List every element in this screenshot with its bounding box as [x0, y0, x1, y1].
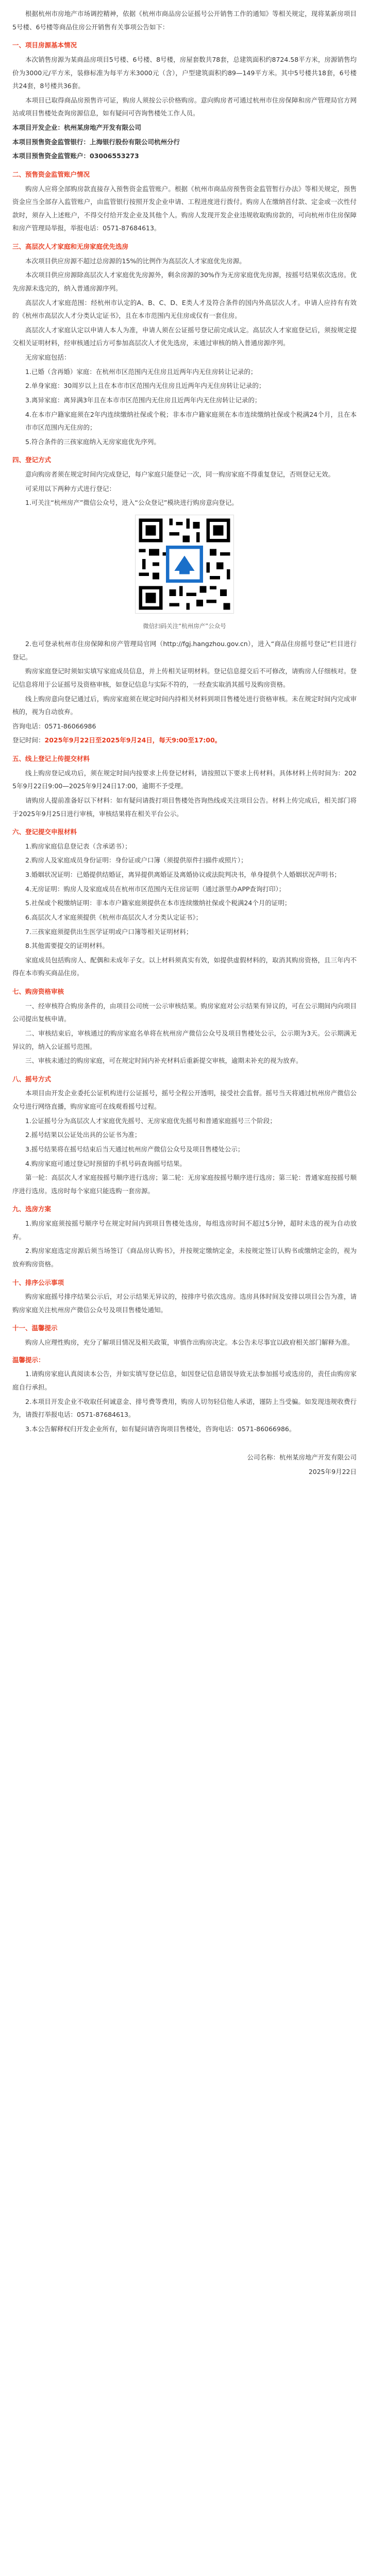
registration-way-2: 2.也可登录杭州市住房保障和房产管理局官网（http://fgj.hangzhou.gov.cn），进入“商品住房摇号登记”栏目进行登记。 — [12, 640, 357, 661]
section-11-paragraph-1: 购房人应理性购房，充分了解项目情况及相关政策，审慎作出购房决定。本公告未尽事宜以政府相关部门解释为准。 — [25, 1338, 354, 1347]
contact-phone[interactable]: 0571-86066986 — [44, 722, 96, 730]
section-3-item: 3.离异家庭：离异满3年且在本市市区范围内无住房且近两年内无住房转让记录的； — [25, 396, 261, 404]
notice-paragraph-1: 1.请购房家庭认真阅读本公告，并如实填写登记信息，如因登记信息错误导致无法参加摇号或选房的，责任由购房家庭自行承担。 — [12, 1370, 357, 1391]
section-1-paragraph-2: 本项目已取得商品房预售许可证，购房人须按公示价格购房。意向购房者可通过杭州市住房保障和房产管理局官方网站或项目售楼处查询房源信息，如有疑问可咨询售楼处工作人员。 — [12, 96, 357, 117]
qr-code-icon[interactable] — [135, 515, 234, 614]
section-3-item: 2.单身家庭：30周岁以上且在本市市区范围内无住房且近两年内无住房转让记录的； — [25, 382, 265, 390]
section-3-item: 4.在本市户籍家庭须在2年内连续缴纳社保或个税；非本市户籍家庭须在本市连续缴纳社保或个税满24个月，且在本市市区范围内无住房的； — [25, 410, 357, 432]
footer-company: 公司名称：杭州某房地产开发有限公司 — [247, 1453, 357, 1462]
section-5-paragraph-1: 线上购房登记成功后，须在规定时间内按要求上传登记材料，请按照以下要求上传材料。具体材料上传时间为：2025年9月22日9:00—2025年9月24日17:00，逾期不予受理。 — [12, 769, 357, 790]
registration-time-value: 2025年9月22日至2025年9月24日，每天9:00至17:00。 — [44, 736, 222, 744]
section-7-paragraph-3: 三、审核未通过的购房家庭，可在规定时间内补充材料后重新提交审核，逾期未补充的视为放弃。 — [25, 1057, 303, 1065]
section-7-paragraph-2: 二、审核结束后，审核通过的购房家庭名单将在杭州房产微信公众号及项目售楼处公示，公示期为3天。公示期满无异议的，纳入公证摇号范围。 — [12, 1029, 357, 1050]
section-9-paragraph-1: 1.购房家庭须按摇号顺序号在规定时间内到项目售楼处选房，每组选房时间不超过5分钟，超时未选的视为自动放弃。 — [12, 1219, 357, 1241]
section-8-title: 八、摇号方式 — [12, 1075, 52, 1083]
section-8-item: 1.公证摇号分为高层次人才家庭优先摇号、无房家庭优先摇号和普通家庭摇号三个阶段； — [25, 1116, 276, 1125]
section-6-item: 3.婚姻状况证明：已婚提供结婚证，离异提供离婚证及离婚协议或法院判决书，单身提供个人婚姻状况声明书； — [25, 871, 341, 879]
section-3-paragraph-4: 高层次人才家庭认定以申请人本人为准，申请人须在公证摇号登记前完成认定。高层次人才家庭登记后，须按规定提交相关证明材料，经审核通过后方可参加高层次人才优先选房，未通过审核的纳入普通房源序列。 — [12, 326, 357, 347]
company-line-3: 本项目预售资金监管账户：03006553273 — [12, 152, 139, 160]
qr-code-container — [12, 515, 357, 618]
section-5-paragraph-2: 请购房人提前准备好以下材料：如有疑问请拨打项目售楼处咨询热线或关注项目公告。材料上传完成后，相关部门将于2025年9月25日进行审核，审核结果将在相关平台公示。 — [12, 796, 357, 818]
section-3-item: 1.已婚（含再婚）家庭：在杭州市区范围内无住房且近两年内无住房转让记录的； — [25, 367, 257, 376]
notice-paragraph-2: 2.本项目开发企业不收取任何诚意金、排号费等费用，购房人切勿轻信他人承诺，谨防上当受骗。如发现违规收费行为，请拨打举报电话：0571-87684613。 — [12, 1397, 357, 1419]
section-6-item: 1.购房家庭信息登记表（含承诺书）； — [25, 842, 131, 850]
section-2-title: 二、预售资金监管账户情况 — [12, 170, 90, 178]
section-5-title: 五、线上登记上传提交材料 — [12, 755, 90, 763]
notice-title: 温馨提示： — [12, 1355, 45, 1364]
section-8-paragraph-1: 本项目由开发企业委托公证机构进行公证摇号，摇号全程公开透明，接受社会监督。摇号当天将通过杭州房产微信公众号进行网络直播，购房家庭可在线观看摇号过程。 — [12, 1089, 357, 1111]
qr-code-caption: 微信扫码关注“杭州房产”公众号 — [143, 622, 226, 630]
section-6-paragraph-1: 家庭成员包括购房人、配偶和未成年子女。以上材料须真实有效，如提供虚假材料的，取消其购房资格，且三年内不得在本市购买商品住房。 — [12, 956, 357, 977]
company-line-2: 本项目预售资金监管银行：上海银行股份有限公司杭州分行 — [12, 138, 180, 146]
section-3-title: 三、高层次人才家庭和无房家庭优先选房 — [12, 243, 129, 250]
registration-way-1: 1.可关注“杭州房产”微信公众号，进入“公众登记”模块进行购房意向登记。 — [25, 499, 238, 507]
section-8-item: 4.购房家庭可通过登记时预留的手机号码查询摇号结果。 — [25, 1159, 186, 1167]
section-11-title: 十一、温馨提示 — [12, 1324, 58, 1332]
section-9-title: 九、选房方案 — [12, 1205, 52, 1213]
section-6-item: 8.其他需要提交的证明材料。 — [25, 942, 109, 950]
notice-paragraph-3: 3.本公告解释权归开发企业所有，如有疑问请咨询项目售楼处，咨询电话：0571-86066986。 — [25, 1425, 296, 1433]
section-4-paragraph-3: 购房家庭登记时须如实填写家庭成员信息，并上传相关证明材料。登记信息提交后不可修改，请购房人仔细核对。登记信息将用于公证摇号及资格审核，如登记信息与实际不符的，一经查实取消其摇号及购房资格。 — [12, 667, 357, 688]
section-10-paragraph-1: 购房家庭摇号排序结果公示后，对公示结果无异议的，按排序号依次选房。选房具体时间及安排以项目公告为准，请购房家庭关注杭州房产微信公众号及项目售楼处通知。 — [12, 1293, 357, 1314]
section-2-paragraph-1: 购房人应将全部购房款直接存入预售资金监管账户。根据《杭州市商品房预售资金监管暂行办法》等相关规定，预售资金应当全部存入监管账户，由监管银行按照开发企业申请、工程进度进行拨付。购房人在缴纳首付款、定金或一次性付款时，须存入上述账户，不得交付给开发企业及其他个人。购房人发现开发企业违规收取购房款的，可向杭州市住房保障和房产管理局举报，举报电话：0571-87684613。 — [12, 184, 357, 232]
section-9-paragraph-2: 2.购房家庭选定房源后须当场签订《商品房认购书》，并按规定缴纳定金，未按规定签订认购书或缴纳定金的，视为放弃购房资格。 — [12, 1247, 357, 1268]
section-4-paragraph-1: 意向购房者须在规定时间内完成登记，每户家庭只能登记一次，同一购房家庭不得重复登记，否则登记无效。 — [25, 470, 335, 478]
section-1-title: 一、项目房源基本情况 — [12, 41, 77, 49]
section-6-item: 2.购房人及家庭成员身份证明：身份证或户口簿（须提供原件扫描件或照片）； — [25, 856, 247, 865]
section-7-title: 七、购房资格审核 — [12, 988, 64, 996]
section-4-title: 四、登记方式 — [12, 456, 52, 464]
section-6-item: 5.社保或个税缴纳证明：非本市户籍家庭须提供在本市连续缴纳社保或个税满24个月的证明； — [25, 899, 291, 907]
section-6-title: 六、登记提交申报材料 — [12, 828, 77, 836]
intro-paragraph: 根据杭州市房地产市场调控精神，依据《杭州市商品房公证摇号公开销售工作的通知》等相关规定，现将某新房项目5号楼、6号楼等商品住房公开销售有关事项公告如下： — [12, 10, 357, 31]
section-6-item: 6.高层次人才家庭须提供《杭州市高层次人才分类认定证书》； — [25, 913, 203, 921]
company-line-1: 本项目开发企业：杭州某房地产开发有限公司 — [12, 124, 142, 131]
section-6-item: 4.无房证明：购房人及家庭成员在杭州市区范围内无住房证明（通过浙里办APP查询打印）； — [25, 885, 286, 893]
section-7-paragraph-1: 一、经审核符合购房条件的，由项目公司统一公示审核结果。购房家庭对公示结果有异议的，可在公示期间内向项目公司提出复核申请。 — [12, 1002, 357, 1023]
registration-time-label: 登记时间： — [12, 736, 45, 744]
footer-date: 2025年9月22日 — [308, 1468, 357, 1476]
section-8-item: 2.摇号结果以公证处出具的公证书为准； — [25, 1131, 141, 1139]
section-4-paragraph-4: 线上购房意向登记通过后，购房家庭须在规定时间内持相关材料到项目售楼处进行资格审核。未在规定时间内完成审核的，视为自动放弃。 — [12, 694, 357, 716]
section-3-item: 5.符合条件的三孩家庭纳入无房家庭优先序列。 — [25, 437, 160, 446]
registration-time-line — [12, 734, 357, 747]
section-3-paragraph-1: 本次项目供应房源不超过总房源的15%的比例作为高层次人才家庭优先房源。 — [25, 257, 246, 265]
contact-line — [12, 720, 357, 733]
section-10-title: 十、排序公示事项 — [12, 1278, 64, 1286]
contact-label: 咨询电话： — [12, 722, 45, 730]
section-4-paragraph-2: 可采用以下两种方式进行登记： — [25, 484, 116, 493]
section-1-paragraph-1: 本次销售房源为某商品房项目5号楼、6号楼、8号楼，房屋套数共78套，总建筑面积约8724.58平方米，房源销售均价为3000元/平方米，装修标准为每平方米3000元（含），户型建筑面积约89—149平方米。其中5号楼共18套，6号楼共24套，8号楼共36套。 — [12, 55, 357, 90]
section-3-paragraph-3: 高层次人才家庭范围：经杭州市认定的A、B、C、D、E类人才及符合条件的国内外高层次人才。申请人应持有有效的《杭州市高层次人才分类认定证书》，且在本市范围内无住房或仅有一套住房。 — [12, 298, 357, 320]
section-6-item: 7.三孩家庭须提供出生医学证明或户口簿等相关证明材料； — [25, 927, 193, 936]
section-3-paragraph-2: 本次项目供应房源除高层次人才家庭优先房源外，剩余房源的30%作为无房家庭优先房源，按摇号结果依次选房。优先房源未选完的，纳入普通房源序列。 — [12, 271, 357, 292]
section-8-item: 3.摇号结果将在摇号结束后当天通过杭州房产微信公众号及项目售楼处公示； — [25, 1145, 244, 1153]
section-8-paragraph-2: 第一轮：高层次人才家庭按摇号顺序进行选房；第二轮：无房家庭按摇号顺序进行选房；第三轮：普通家庭按摇号顺序进行选房。选房时每个家庭只能选购一套房源。 — [12, 1174, 357, 1195]
section-3-paragraph-5: 无房家庭包括： — [25, 353, 71, 361]
